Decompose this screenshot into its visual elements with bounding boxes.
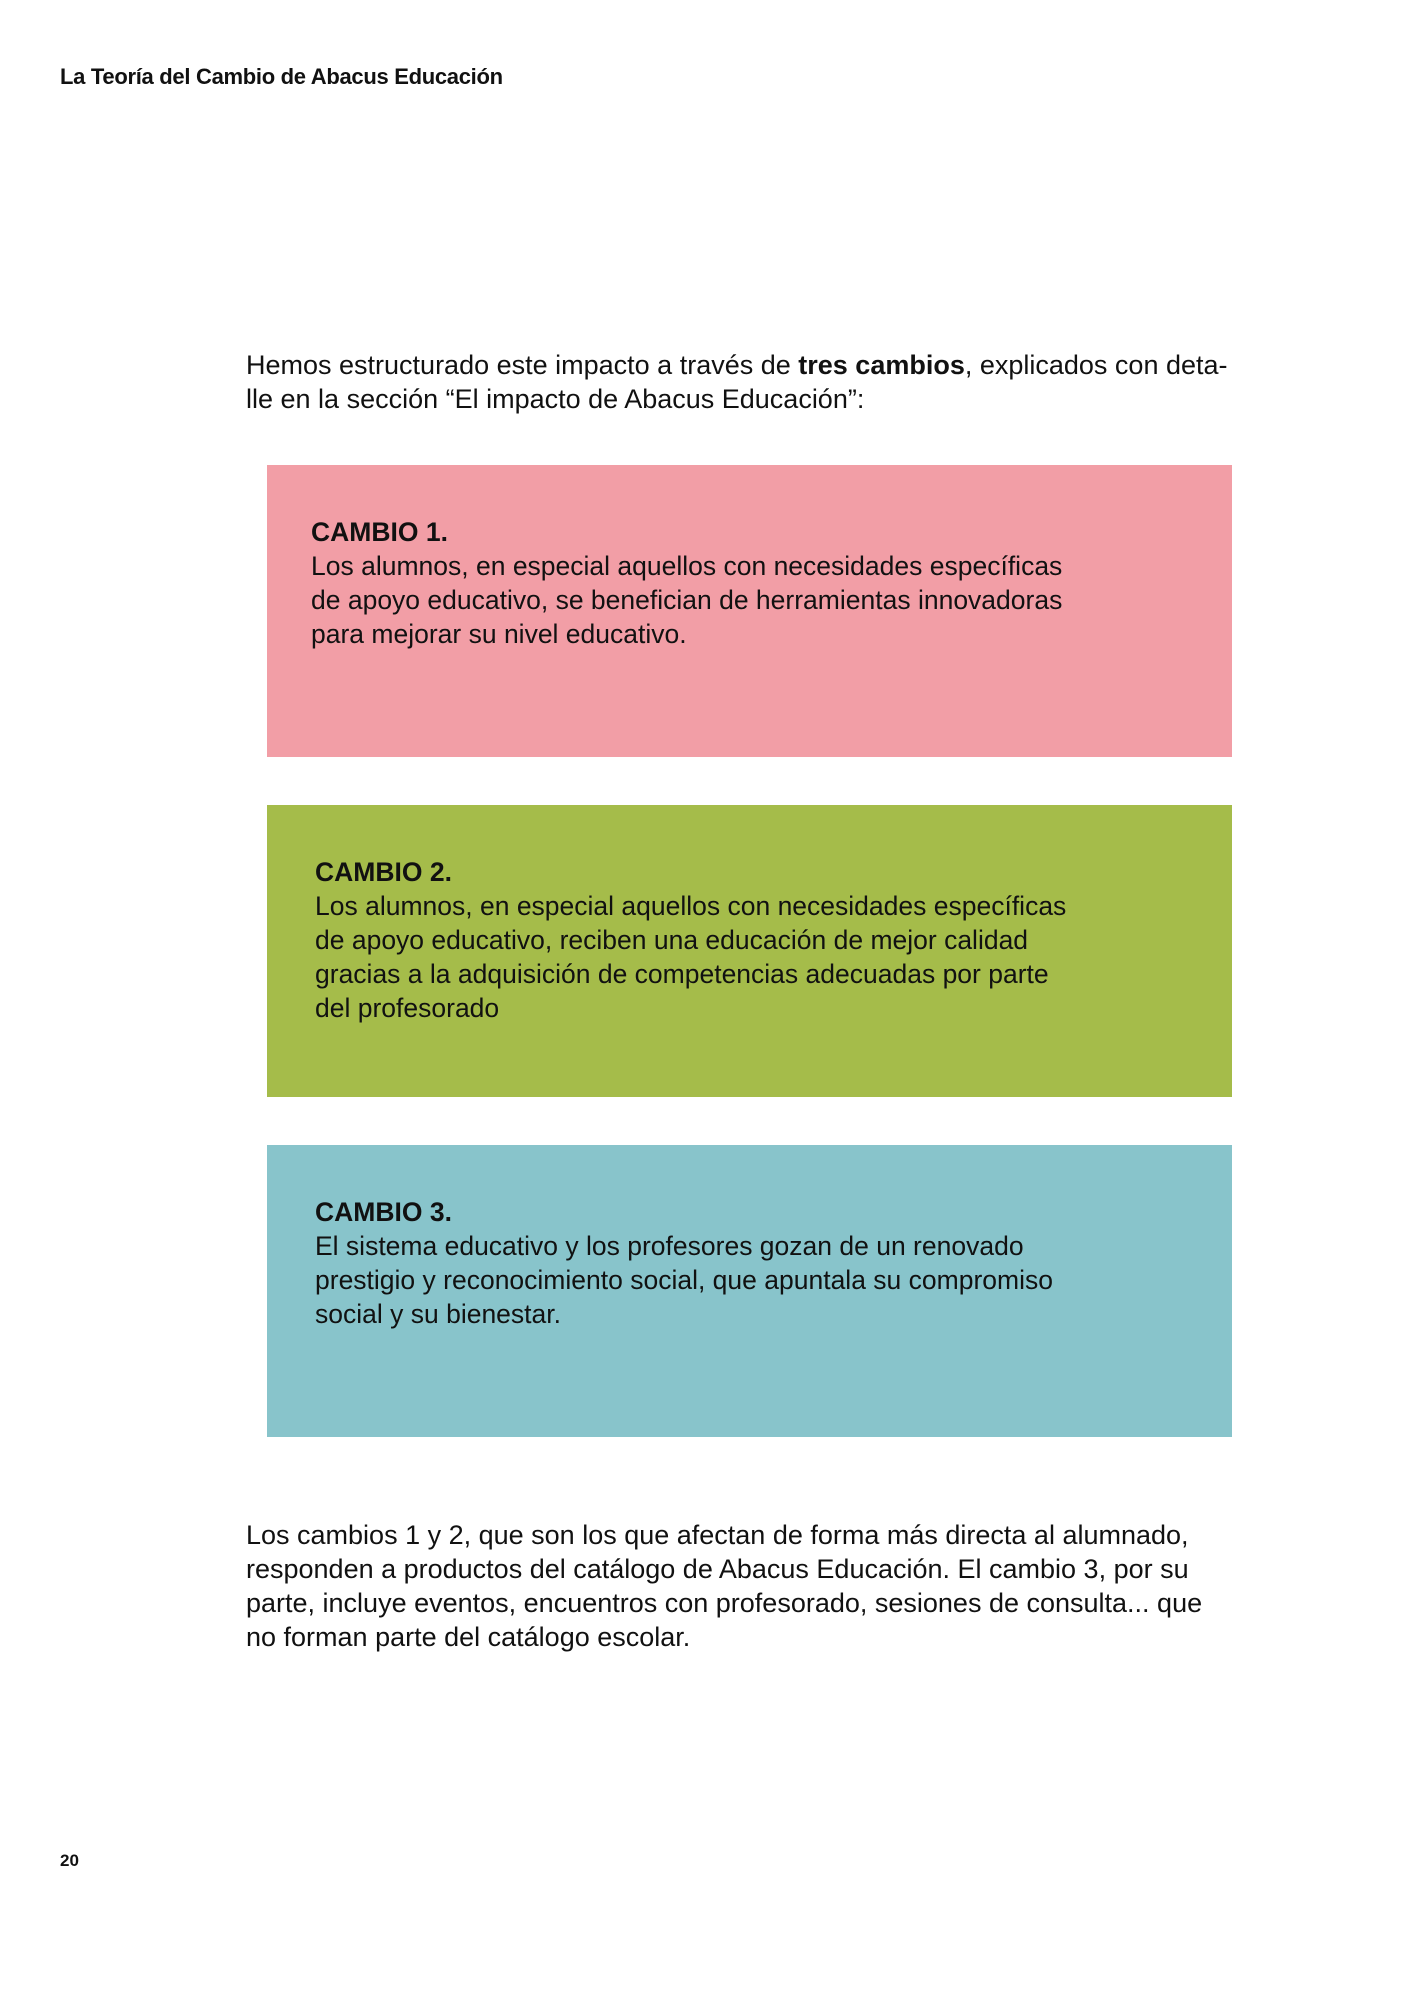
outro-text: responden a productos del catálogo de Abacus Educación. El cambio 3, por su <box>246 1554 1189 1584</box>
intro-bold: tres cambios <box>798 350 965 380</box>
page-number: 20 <box>60 1851 79 1870</box>
intro-text: , explicados con deta- <box>964 350 1228 380</box>
outro-text: parte, incluye eventos, encuentros con profesorado, sesiones de consulta... que <box>246 1588 1203 1618</box>
cambio-title: CAMBIO 1. <box>311 517 448 547</box>
closing-paragraph <box>246 1518 1202 1654</box>
cambio-text: de apoyo educativo, reciben una educación de mejor calidad <box>315 925 1029 955</box>
running-header: La Teoría del Cambio de Abacus Educación <box>60 64 503 89</box>
intro-text: lle en la sección “El impacto de Abacus Educación”: <box>246 384 865 414</box>
cambio-text: del profesorado <box>315 993 500 1023</box>
cambio-text: prestigio y reconocimiento social, que apuntala su compromiso <box>315 1265 1053 1295</box>
cambio-title: CAMBIO 2. <box>315 857 452 887</box>
cambio-text: Los alumnos, en especial aquellos con necesidades específicas <box>315 891 1067 921</box>
cambio-text: El sistema educativo y los profesores gozan de un renovado <box>315 1231 1024 1261</box>
intro-paragraph <box>246 348 1228 416</box>
cambio-text: para mejorar su nivel educativo. <box>311 619 687 649</box>
cambio-text: Los alumnos, en especial aquellos con necesidades específicas <box>311 551 1063 581</box>
cambio-text: social y su bienestar. <box>315 1299 561 1329</box>
outro-text: no forman parte del catálogo escolar. <box>246 1622 691 1652</box>
cambio-2-box <box>267 805 1232 1097</box>
cambio-title: CAMBIO 3. <box>315 1197 452 1227</box>
cambio-text: de apoyo educativo, se benefician de herramientas innovadoras <box>311 585 1063 615</box>
cambio-text: gracias a la adquisición de competencias adecuadas por parte <box>315 959 1049 989</box>
intro-text: Hemos estructurado este impacto a través de <box>246 350 799 380</box>
cambio-3-box <box>267 1145 1232 1437</box>
outro-text: Los cambios 1 y 2, que son los que afectan de forma más directa al alumnado, <box>246 1520 1189 1550</box>
cambio-1-box <box>267 465 1232 757</box>
